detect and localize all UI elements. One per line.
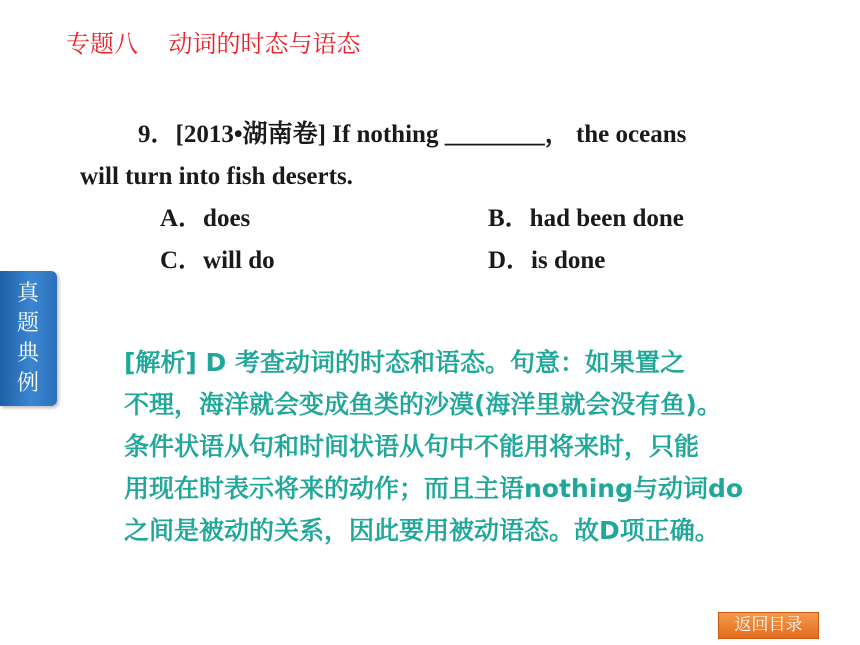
option-b: B．had been done [488,205,684,232]
back-to-contents-button[interactable]: 返回目录 [718,612,819,639]
option-d: D．is done [488,247,606,274]
side-tab-label: 真题典例 [16,281,39,396]
analysis-line: 不理，海洋就会变成鱼类的沙漠(海洋里就会没有鱼)。 [124,390,722,419]
option-a: A．does [160,205,251,232]
analysis-line: [解析] D 考查动词的时态和语态。句意：如果置之 [124,348,686,377]
side-tab-real-exam-examples[interactable] [0,271,57,406]
option-c: C．will do [160,247,275,274]
analysis-line: 用现在时表示将来的动作；而且主语nothing与动词do [124,474,744,503]
question-stem-line2: will turn into fish deserts. [80,163,353,190]
analysis-line: 之间是被动的关系，因此要用被动语态。故D项正确。 [124,516,720,545]
question-stem-line1: 9．[2013•湖南卷] If nothing ________， the oceans [138,121,687,148]
analysis-block [124,342,824,552]
section-title: 专题八 动词的时态与语态 [66,30,361,58]
analysis-line: 条件状语从句和时间状语从句中不能用将来时，只能 [124,432,700,461]
